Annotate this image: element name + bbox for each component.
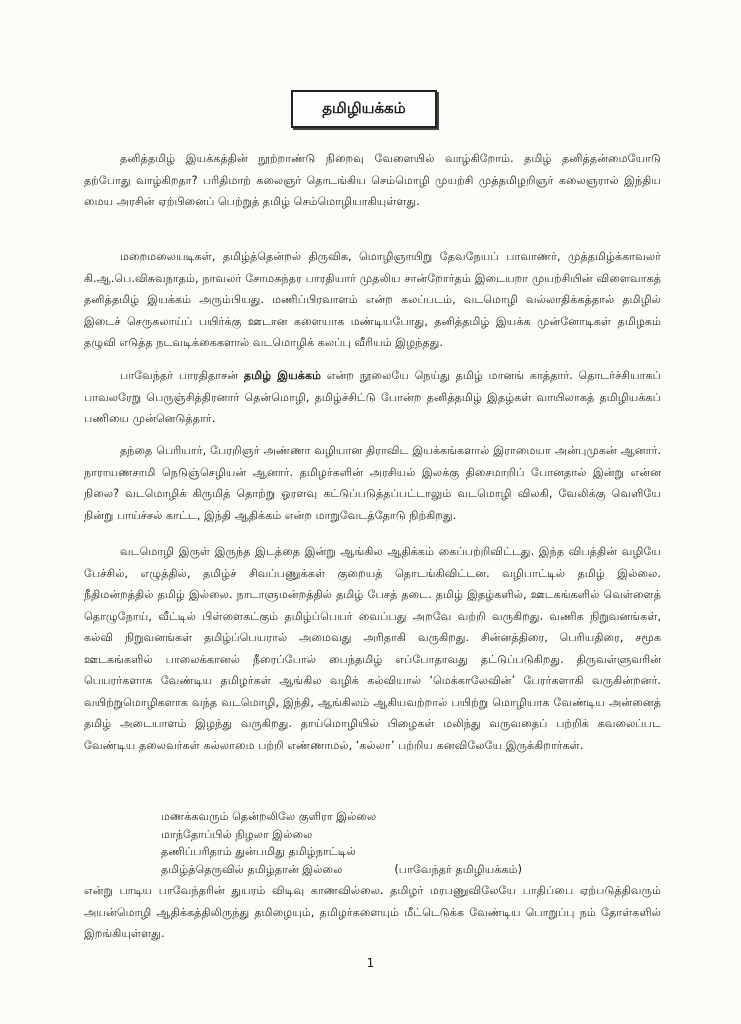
paragraph-5-text: வடமொழி இருள் இருந்த இடத்தை இன்று ஆங்கில ஆதிக்கம் கைப்பற்றிவிட்டது. இந்த விபத்தின் வழியே பேச்சில், எழுத்தில், தமிழ்ச் சிவப்பணுக்கள் குறையத் தொடங்கிவிட்டன. வழிபாட்டில் தமிழ் இல்லை. நீதிமன்றத்தில் தமிழ் இல்லை. நாடாளுமன்றத்தில் தமிழ் பேசத் தடை. தமிழ் இதழ்களில், ஊடகங்களில் வெள்ளைத் தொழுநோய், வீட்டில் பிள்ளைகட்கும் தமிழ்ப்பெயர் வைப்பது அறவே வற்றி வருகிறது. வணிக நிறுவனங்கள், கல்வி நிறுவனங்கள் தமிழ்ப்பெயரால் அமைவது அரிதாகி வருகிறது. சின்னத்திரை, பெரியதிரை, சமூக ஊடகங்களில் பாலைக்கானல் நீரைப்போல் பைந்தமிழ் எப்போதாவது தட்டுப்படுகிறது. திருவள்ளுவரின் பெயரர்களாக வேண்டிய தமிழர்கள் ஆங்கில வழிக் கல்வியால் ‘மெக்காலேவின்’ பேரர்களாகி வருகின்றனர். வயிற்றுமொழிகளாக வந்த வடமொழி, இந்தி, ஆங்கிலம் ஆகியவற்றால் பயிற்று மொழியாக வேண்டிய அன்னைத் தமிழ் அடையாளம் இழந்து வருகிறது. தாய்மொழியில் பிழைகள் மலிந்து வருவதைப் பற்றிக் கவலைப்பட வேண்டிய தலைவர்கள் கல்லாமை பற்றி எண்ணாமல், ‘கல்லா’ பற்றிய கனவிலேயே இருக்கிறார்கள்.: [84, 545, 661, 752]
poem-line-2: மாந்தோப்பில் நிழலா இல்லை: [161, 827, 313, 841]
paragraph-3-text-before: பாவேந்தர் பாரதிதாசன்: [120, 369, 244, 382]
poem-citation: (பாவேந்தர் தமிழியக்கம்): [394, 862, 523, 876]
book-title-emphasis: தமிழ் இயக்கம்: [243, 369, 322, 382]
closing-paragraph: என்று பாடிய பாவேந்தரின் துயரம் விடிவு காணவில்லை. தமிழர் மரபணுவிலேயே பாதிப்பை ஏற்படுத்திவரும் அயன்மொழி ஆதிக்கத்திலிருந்து தமிழையும், தமிழர்களையும் மீட்டெடுக்க வேண்டிய பொறுப்பு நம் தோள்களில் இறங்கியுள்ளது.: [84, 884, 661, 940]
paragraph-4: [84, 440, 661, 526]
poem-line-1: மணக்கவரும் தென்றலிலே குளிரா இல்லை: [161, 810, 377, 823]
poem-quote: [161, 808, 631, 878]
paragraph-1: [84, 148, 661, 213]
paragraph-5: [84, 541, 661, 756]
page-number: 1: [366, 956, 375, 970]
poem-line-4-text: தமிழ்த்தெருவில் தமிழ்தான் இல்லை: [161, 862, 343, 876]
paragraph-2-text: மறைமலையடிகள், தமிழ்த்தென்றல் திருவிக, மொழிஞாயிறு தேவநேயப் பாவாணர், முத்தமிழ்க்காவலர் கி.ஆ.பெ.விசுவநாதம், நாவலர் சோமசுந்தர பாரதியார் முதலிய சான்றோர்தம் இடையறா முயற்சியின் விளைவாகத் தனித்தமிழ் இயக்கம் அரும்பியது. மணிப்பிரவாளம் என்ற கலப்படம், வடமொழி வல்லாதிக்கத்தால் தமிழில் இடைச் செருகலாய்ப் பயிர்க்கு ஊடான களையாக மண்டியபோது, தனித்தமிழ் இயக்க முன்னோடிகள் தமிழகம் தழுவி எடுத்த நடவடிக்கைகளால் வடமொழிக் கலப்பு வீரியம் இழந்தது.: [84, 250, 661, 349]
poem-line-4: [161, 861, 631, 879]
poem-line-3: தணிப்பரிதாம் துன்பமிது தமிழ்நாட்டில்: [161, 845, 356, 858]
paragraph-2: [84, 246, 661, 354]
page-title: தமிழியக்கம்: [291, 90, 437, 128]
paragraph-4-text: தந்தை பெரியார், பேரறிஞர் அண்ணா வழியான திராவிட இயக்கங்களால் இராமையா அன்புமுகன் ஆனார். நாராயணசாமி நெடுஞ்செழியன் ஆனார். தமிழர்களின் அரசியல் இலக்கு திசைமாறிப் போனதால் இன்று என்ன நிலை? வடமொழிக் கிருமித் தொற்று ஓரளவு கட்டுப்படுத்தப்பட்டாலும் வடமொழி விலகி, வேலிக்கு வெளியே நின்று பாய்ச்சல் காட்ட, இந்தி ஆதிக்கம் என்ற மாறுவேடத்தோடு நிற்கிறது.: [84, 444, 661, 522]
paragraph-3-text-after: என்ற நூலையே நெய்து தமிழ் மானங் காத்தார். தொடர்ச்சியாகப் பாவலரேறு பெருஞ்சித்திரனார் தென்மொழி, தமிழ்ச்சிட்டு போன்ற தனித்தமிழ் இதழ்கள் வாயிலாகத் தமிழியக்கப் பணியை முன்னெடுத்தார்.: [84, 369, 661, 425]
paragraph-1-text: தனித்தமிழ் இயக்கத்தின் நூற்றாண்டு நிறைவு வேளையில் வாழ்கிறோம். தமிழ் தனித்தன்மையோடு தற்போது வாழ்கிறதா? பரிதிமாற் கலைஞர் தொடங்கிய செம்மொழி முயற்சி முத்தமிழறிஞர் கலைஞரால் இந்திய மைய அரசின் ஏற்பினைப் பெற்றுத் தமிழ் செம்மொழியாகியுள்ளது.: [84, 152, 661, 208]
paragraph-3: [84, 365, 661, 430]
